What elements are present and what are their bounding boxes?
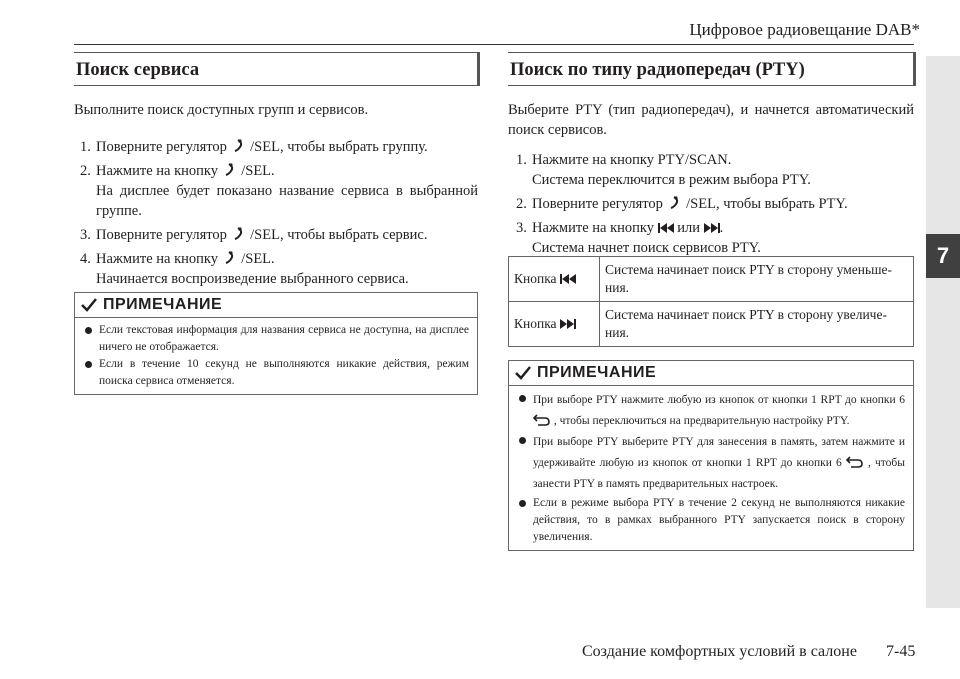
section-title-service-search [74,52,478,86]
note-item: При выборе PTY выберите PTY для занесения в память, затем нажмите и удерживайте любую из кнопок от кнопки 1 RPT до кнопки 6 , чтобы занести PTY в память предварительных настроек. [517,432,905,495]
tune-knob-icon [667,195,683,211]
note-heading: ПРИМЕЧАНИЕ [75,293,477,318]
bullet [519,395,526,402]
pty-button-table [508,256,914,347]
return-arrow-icon [846,456,864,468]
left-step-2: 2. Нажмите на кнопку /SEL. На дисплее будет показано название сервиса в выбранной группе. [80,163,478,219]
skip-back-icon [560,273,576,285]
checkmark-icon [515,366,531,380]
bullet [519,437,526,444]
bullet [85,327,92,334]
right-step-1: 1. Нажмите на кнопку PTY/SCAN. Система переключится в режим выбора PTY. [516,152,811,188]
table-row [509,257,914,302]
table-cell-key: Кнопка [509,302,600,347]
left-step-4: 4. Нажмите на кнопку /SEL. Начинается воспроизведение выбранного сервиса. [80,251,409,287]
note-list [75,318,477,394]
chapter-tab: 7 [926,234,960,278]
note-item: Если в течение 10 секунд не выполняются никакие действия, режим поиска сервиса отменяется. [83,356,469,390]
right-step-3: 3. Нажмите на кнопку или . Система начнет поиск сервисов PTY. [516,220,761,256]
tune-knob-icon [222,162,238,178]
bullet [519,500,526,507]
table-cell-key: Кнопка [509,257,600,302]
note-item: Если в режиме выбора PTY в течение 2 секунд не выполняются никакие действия, то в рамках выбранного PTY запускается поиск в сторону увеличения. [517,495,905,546]
skip-forward-icon [560,318,576,330]
table-cell-desc: Система начинает поиск PTY в сторону увеличе-ния. [600,302,914,347]
section-title-text: Поиск сервиса [76,60,200,80]
note-heading: ПРИМЕЧАНИЕ [509,361,913,386]
chapter-side-strip [926,56,960,608]
left-note-box [74,292,478,395]
heading-end-bar [477,52,480,86]
left-intro: Выполните поиск доступных групп и сервисов. [74,102,369,118]
tune-knob-icon [222,250,238,266]
left-step-1: 1. Поверните регулятор /SEL, чтобы выбрать группу. [80,139,428,155]
skip-forward-icon [704,222,720,234]
note-list [509,386,913,550]
left-steps [80,137,478,293]
header-rule [74,44,914,45]
right-note-box [508,360,914,551]
left-step-3: 3. Поверните регулятор /SEL, чтобы выбрать сервис. [80,227,428,243]
right-step-2: 2. Поверните регулятор /SEL, чтобы выбрать PTY. [516,196,848,212]
tune-knob-icon [231,226,247,242]
bullet [85,361,92,368]
tune-knob-icon [231,138,247,154]
table-row [509,302,914,347]
page-number: 7-45 [886,643,916,660]
checkmark-icon [81,298,97,312]
note-item: Если текстовая информация для названия сервиса не доступна, на дисплее ничего не отображается. [83,322,469,356]
skip-back-icon [658,222,674,234]
right-steps [516,150,914,262]
note-item: При выборе PTY нажмите любую из кнопок от кнопки 1 RPT до кнопки 6 , чтобы переключиться на предварительную настройку PTY. [517,390,905,432]
section-title-pty-search [508,52,914,86]
heading-end-bar [913,52,916,86]
table-cell-desc: Система начинает поиск PTY в сторону уменьше-ния. [600,257,914,302]
running-header: Цифровое радиовещание DAB* [689,20,920,39]
footer-section-title: Создание комфортных условий в салоне [582,643,857,660]
section-title-text: Поиск по типу радиопередач (PTY) [510,60,805,80]
return-arrow-icon [533,414,551,426]
right-intro: Выберите PTY (тип радиопередач), и начнется автоматический поиск сервисов. [508,102,914,138]
